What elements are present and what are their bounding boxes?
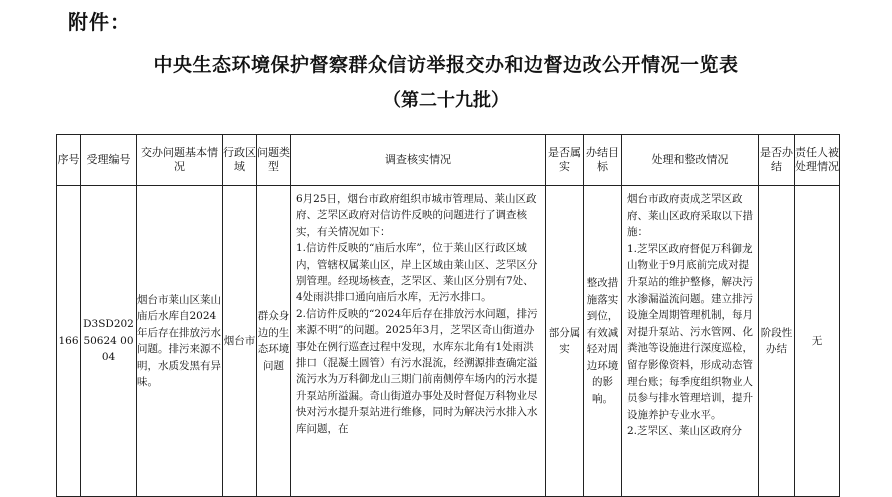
- table-header-row: [57, 135, 840, 186]
- cell-issue: 烟台市莱山区莱山庙后水库自2024年后存在排放污水问题。排污来源不明，水质发黑有异味。: [137, 186, 223, 497]
- cell-receipt-no: D3SD20250624 0004: [81, 186, 137, 497]
- cell-is-closed: 阶段性办结: [759, 186, 795, 497]
- header-rectification: 处理和整改情况: [622, 135, 759, 186]
- batch-subtitle: （第二十九批）: [383, 90, 509, 111]
- table-row: [57, 186, 840, 497]
- investigation-paragraph: 6月25日，烟台市政府组织市城市管理局、莱山区政府、芝罘区政府对信访件反映的问题进行了调查核实，有关情况如下：: [296, 193, 537, 238]
- rectification-paragraph: 烟台市政府责成芝罘区政府、莱山区政府采取以下措施：: [627, 193, 753, 239]
- header-receipt-no: 受理编号: [81, 135, 137, 186]
- header-issue: 交办问题基本情况: [137, 135, 223, 186]
- cell-accountability: 无: [795, 186, 840, 497]
- rectification-paragraph: 2.芝罘区、莱山区政府分: [627, 425, 743, 438]
- header-is-closed: 是否办结: [759, 135, 795, 186]
- cell-rectification: [622, 186, 759, 497]
- header-seq: 序号: [57, 135, 81, 186]
- page-title: 中央生态环境保护督察群众信访举报交办和边督边改公开情况一览表: [153, 54, 739, 76]
- rectification-paragraph: 1.芝罘区政府督促万科御龙山物业于9月底前完成对提升泵站的维护整修，解决污水渗漏溢流问题。建立排污设施全周期管理机制，每月对提升泵站、污水管网、化粪池等设施进行深度巡检，留存影像资料，形成动态管理台账；每季度组织物业人员参与排水管理培训，提升设施养护专业水平。: [627, 242, 753, 421]
- header-accountability: 责任人被处理情况: [795, 135, 840, 186]
- cell-goal: 整改措施落实到位，有效减轻对周边环境的影响。: [584, 186, 622, 497]
- cell-region: 烟台市: [223, 186, 257, 497]
- cell-issue-type: 群众身边的生态环境问题: [257, 186, 291, 497]
- cell-seq: 166: [57, 186, 81, 497]
- header-goal: 办结目标: [584, 135, 622, 186]
- investigation-paragraph: 2.信访件反映的“2024年后存在排放污水问题，排污来源不明”的问题。2025年3月，芝罘区奇山街道办事处在例行巡查过程中发现，水库东北角有1处雨洪排口（混凝土圆管）有污水混流，经溯源排查确定溢流污水为万科御龙山三期门前南侧停车场内的污水提升泵站所溢漏。奇山街道办事处及时督促万科物业尽快对污水提升泵站进行维修，同时为解决污水排入水库问题，在: [296, 307, 538, 435]
- investigation-paragraph: 1.信访件反映的“庙后水库”，位于莱山区行政区域内，管辖权属莱山区，岸上区域由莱山区、芝罘区分别管理。经现场核查，芝罘区、莱山区分别有7处、4处雨洪排口通向庙后水库，无污水排口。: [296, 242, 538, 304]
- header-region: 行政区域: [223, 135, 257, 186]
- header-is-true: 是否属实: [546, 135, 584, 186]
- header-investigation: 调查核实情况: [291, 135, 546, 186]
- attachment-label: 附件：: [68, 10, 131, 34]
- cell-investigation: [291, 186, 546, 497]
- petition-table: [56, 134, 840, 497]
- header-issue-type: 问题类型: [257, 135, 291, 186]
- cell-is-true: 部分属实: [546, 186, 584, 497]
